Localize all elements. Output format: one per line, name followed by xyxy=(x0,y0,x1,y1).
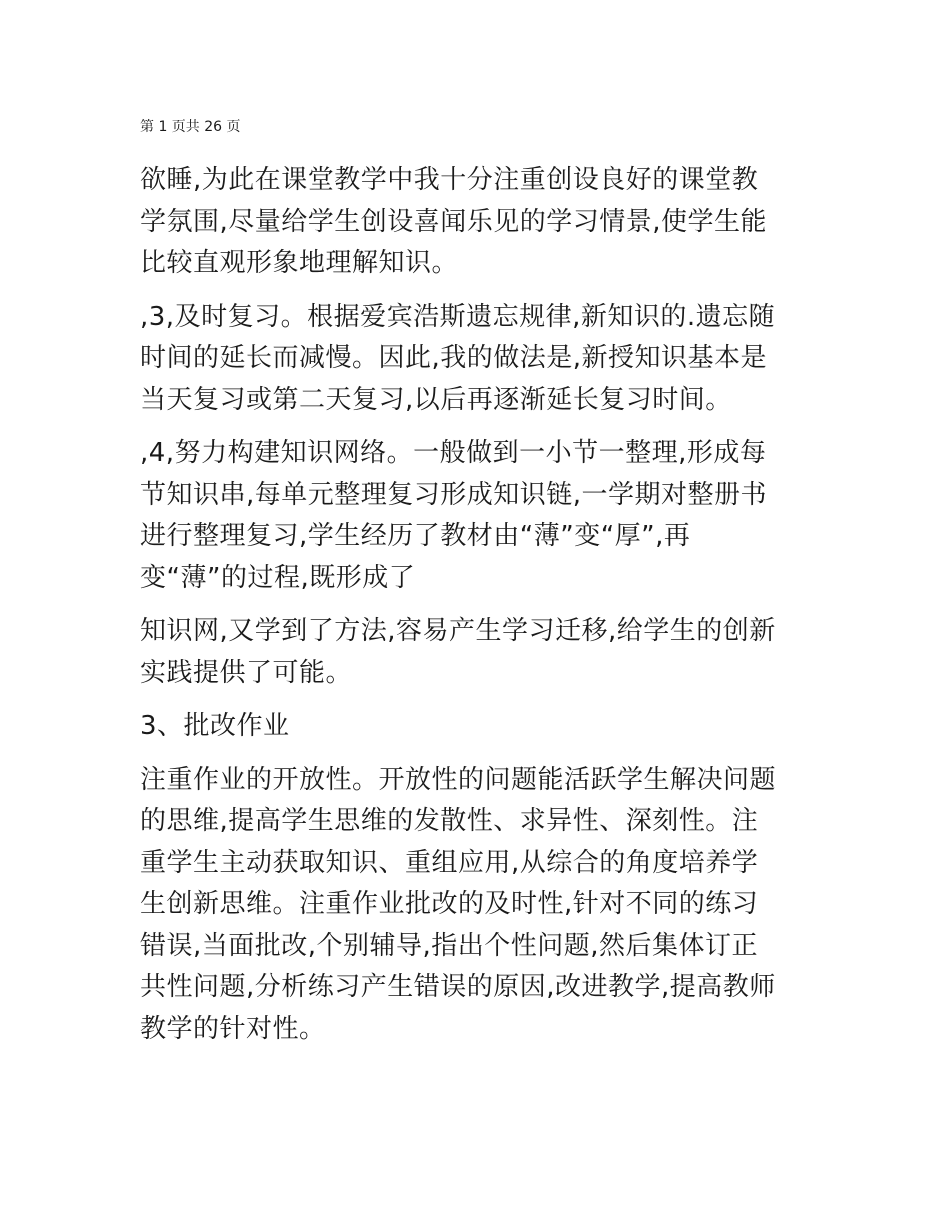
page-indicator: 第 1 页共 26 页 xyxy=(140,119,241,135)
text-line: 时间的延长而减慢。因此,我的做法是,新授知识基本是 xyxy=(140,343,768,373)
text-line: 知识网,又学到了方法,容易产生学习迁移,给学生的创新 xyxy=(140,616,776,646)
text-line: 错误,当面批改,个别辅导,指出个性问题,然后集体订正 xyxy=(140,930,759,961)
text-line: 变“薄”的过程,既形成了 xyxy=(140,562,416,593)
text-line: 教学的针对性。 xyxy=(140,1013,326,1044)
text-line: 当天复习或第二天复习,以后再逐渐延长复习时间。 xyxy=(140,384,732,415)
text-line: 学氛围,尽量给学生创设喜闻乐见的学习情景,使学生能 xyxy=(140,206,768,237)
text-line: 进行整理复习,学生经历了教材由“薄”变“厚”,再 xyxy=(140,521,691,551)
paragraph-knowledge-network xyxy=(140,433,812,599)
text-line: 共性问题,分析练习产生错误的原因,改进教学,提高教师 xyxy=(140,972,776,1002)
document-body xyxy=(140,160,812,1050)
text-line: ,3,及时复习。根据爱宾浩斯遗忘规律,新知识的.遗忘随 xyxy=(140,301,776,332)
paragraph-timely-review xyxy=(140,297,812,422)
text-line: 节知识串,每单元整理复习形成知识链,一学期对整册书 xyxy=(140,479,768,510)
paragraph-open-homework xyxy=(140,760,812,1051)
text-line: 实践提供了可能。 xyxy=(140,657,353,688)
text-line: 欲睡,为此在课堂教学中我十分注重创设良好的课堂教 xyxy=(140,165,759,195)
text-line: 重学生主动获取知识、重组应用,从综合的角度培养学 xyxy=(140,847,759,878)
text-line: 注重作业的开放性。开放性的问题能活跃学生解决问题 xyxy=(140,764,777,795)
heading-line: 3、批改作业 xyxy=(140,711,290,741)
text-line: 生创新思维。注重作业批改的及时性,针对不同的练习 xyxy=(140,889,759,919)
paragraph-knowledge-transfer xyxy=(140,611,812,694)
text-line: 的思维,提高学生思维的发散性、求异性、深刻性。注 xyxy=(140,806,759,836)
paragraph-classroom-atmosphere xyxy=(140,160,812,285)
section-heading-grading-homework xyxy=(140,706,812,748)
text-line: 比较直观形象地理解知识。 xyxy=(140,248,459,278)
text-line: ,4,努力构建知识网络。一般做到一小节一整理,形成每 xyxy=(140,438,767,468)
